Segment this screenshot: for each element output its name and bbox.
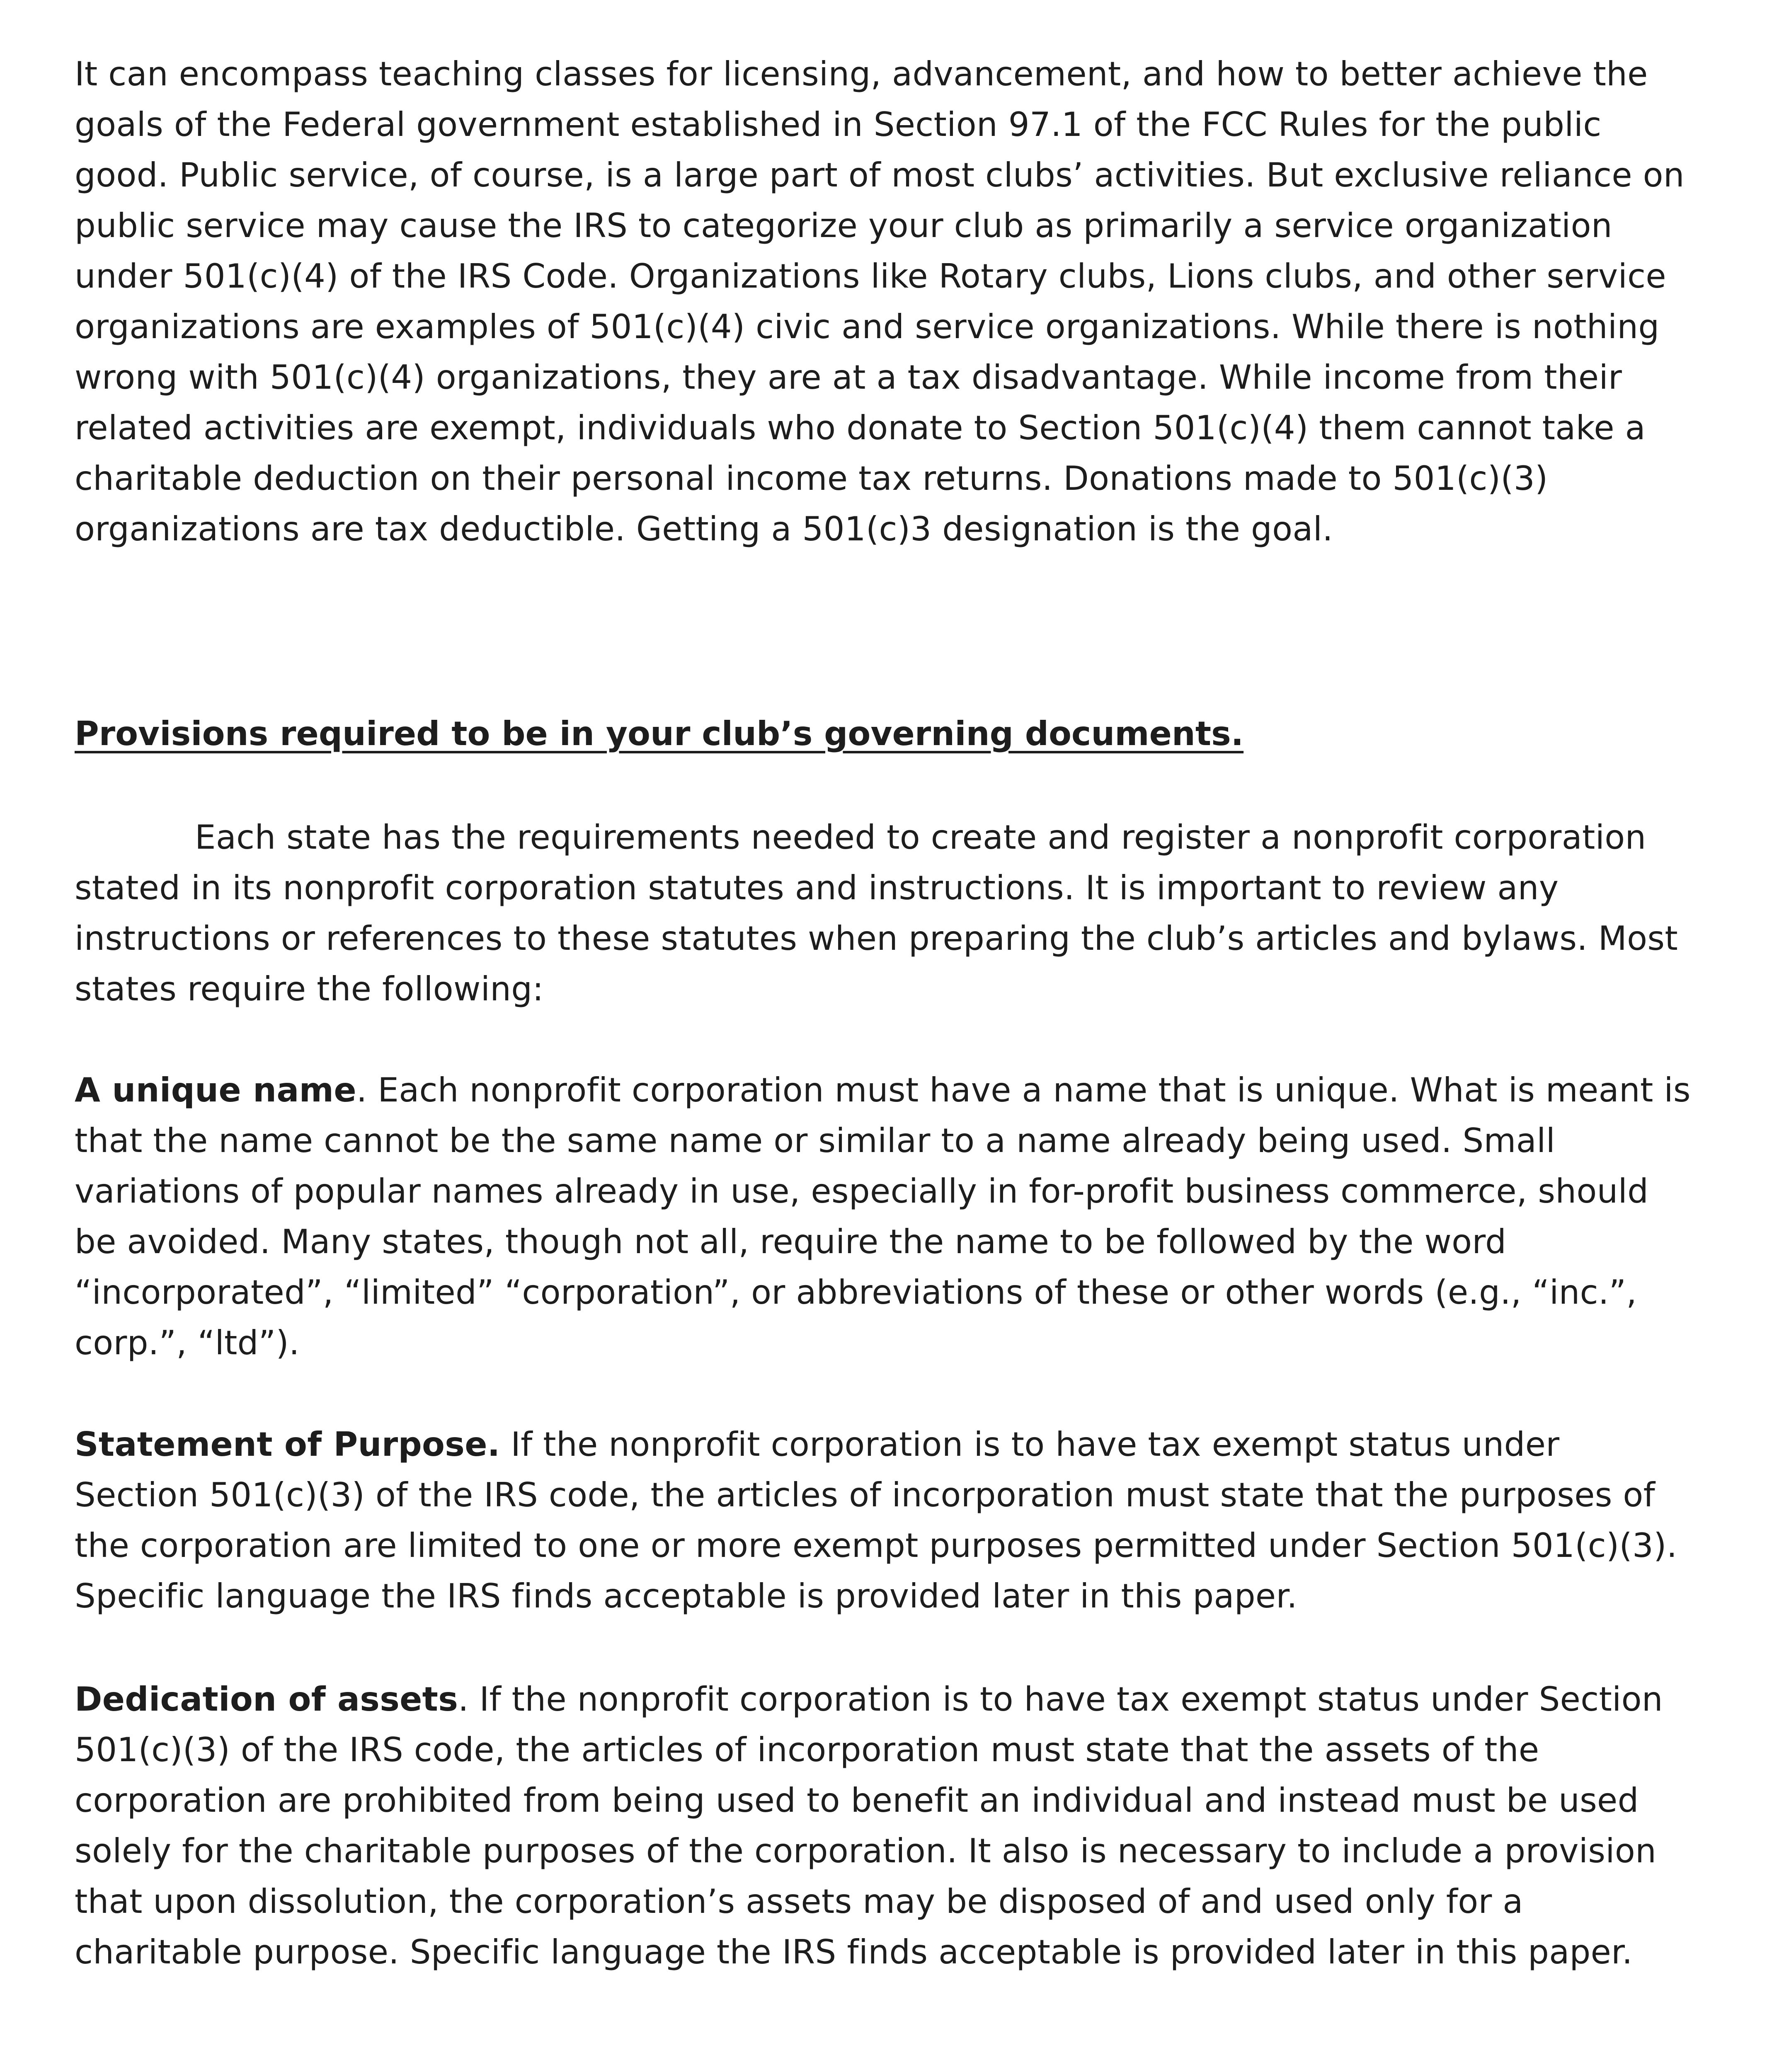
statement-of-purpose-paragraph (75, 1419, 1691, 1622)
unique-name-lead: A unique name (75, 1071, 356, 1109)
dedication-of-assets-paragraph (75, 1674, 1691, 1978)
requirements-intro-text: Each state has the requirements needed to create and register a nonprofit corporation stated in its nonprofit corporation statutes and instructions. It is important to review any instructions or references to these statutes when preparing the club’s articles and bylaws. Most states require the following: (75, 818, 1678, 1008)
unique-name-text: . Each nonprofit corporation must have a name that is unique. What is meant is that the name cannot be the same name or similar to a name already being used. Small variations of popular names already in use, especially in for-profit business commerce, should be avoided. Many states, though not all, require the name to be followed by the word “incorporated”, “limited” “corporation”, or abbreviations of these or other words (e.g., “inc.”, corp.”, “ltd”). (75, 1071, 1691, 1362)
statement-of-purpose-text: If the nonprofit corporation is to have tax exempt status under Section 501(c)(3) of the IRS code, the articles of incorporation must state that the purposes of the corporation are limited to one or more exempt purposes permitted under Section 501(c)(3). Specific language the IRS finds acceptable is provided later in this paper. (75, 1425, 1677, 1615)
dedication-of-assets-text: . If the nonprofit corporation is to have tax exempt status under Section 501(c)(3) of the IRS code, the articles of incorporation must state that the assets of the corporation are prohibited from being used to benefit an individual and instead must be used solely for the charitable purposes of the corporation. It also is necessary to include a provision that upon dissolution, the corporation’s assets may be disposed of and used only for a charitable purpose. Specific language the IRS finds acceptable is provided later in this paper. (75, 1680, 1663, 1971)
statement-of-purpose-lead: Statement of Purpose. (75, 1425, 500, 1464)
unique-name-paragraph (75, 1065, 1691, 1368)
requirements-intro-paragraph (75, 812, 1691, 1014)
dedication-of-assets-lead: Dedication of assets (75, 1680, 458, 1719)
section-heading: Provisions required to be in your club’s governing documents. (75, 714, 1244, 753)
intro-paragraph: It can encompass teaching classes for licensing, advancement, and how to better achieve the goals of the Federal government established in Section 97.1 of the FCC Rules for the public good. Public service, of course, is a large part of most clubs’ activities. But exclusive reliance on public service may cause the IRS to categorize your club as primarily a service organization under 501(c)(4) of the IRS Code. Organizations like Rotary clubs, Lions clubs, and other service organizations are examples of 501(c)(4) civic and service organizations. While there is nothing wrong with 501(c)(4) organizations, they are at a tax disadvantage. While income from their related activities are exempt, individuals who donate to Section 501(c)(4) them cannot take a charitable deduction on their personal income tax returns. Donations made to 501(c)(3) organizations are tax deductible. Getting a 501(c)3 designation is the goal. (75, 55, 1685, 548)
